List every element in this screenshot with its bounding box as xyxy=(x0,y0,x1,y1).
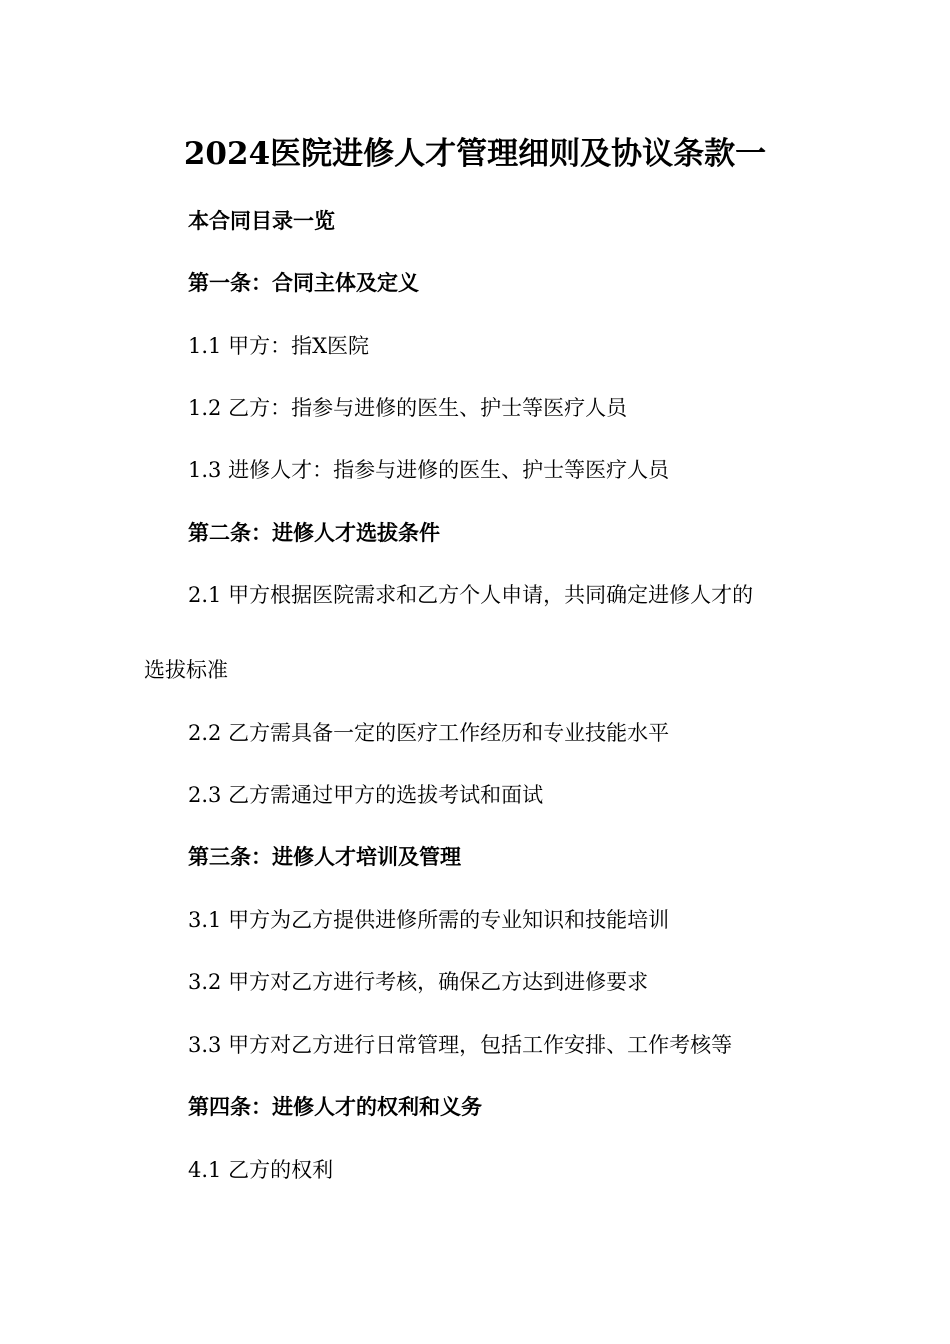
clause-2-2: 2.2 乙方需具备一定的医疗工作经历和专业技能水平 xyxy=(188,721,670,745)
clause-2-1-continuation: 选拔标准 xyxy=(144,658,228,682)
clause-2-1: 2.1 甲方根据医院需求和乙方个人申请，共同确定进修人才的 xyxy=(188,583,754,607)
section-heading-1: 第一条：合同主体及定义 xyxy=(188,271,419,295)
clause-3-3: 3.3 甲方对乙方进行日常管理，包括工作安排、工作考核等 xyxy=(188,1033,733,1057)
section-heading-4: 第四条：进修人才的权利和义务 xyxy=(188,1095,482,1119)
clause-2-3: 2.3 乙方需通过甲方的选拔考试和面试 xyxy=(188,783,544,807)
section-heading-2: 第二条：进修人才选拔条件 xyxy=(188,521,440,545)
clause-3-1: 3.1 甲方为乙方提供进修所需的专业知识和技能培训 xyxy=(188,908,670,932)
clause-4-1: 4.1 乙方的权利 xyxy=(188,1158,334,1182)
section-heading-3: 第三条：进修人才培训及管理 xyxy=(188,845,461,869)
clause-1-3: 1.3 进修人才：指参与进修的医生、护士等医疗人员 xyxy=(188,458,670,482)
clause-1-1: 1.1 甲方：指X医院 xyxy=(188,334,370,358)
document-title: 2024医院进修人才管理细则及协议条款一 xyxy=(183,136,767,172)
clause-3-2: 3.2 甲方对乙方进行考核，确保乙方达到进修要求 xyxy=(188,970,649,994)
clause-1-2: 1.2 乙方：指参与进修的医生、护士等医疗人员 xyxy=(188,396,628,420)
toc-heading: 本合同目录一览 xyxy=(188,209,335,233)
